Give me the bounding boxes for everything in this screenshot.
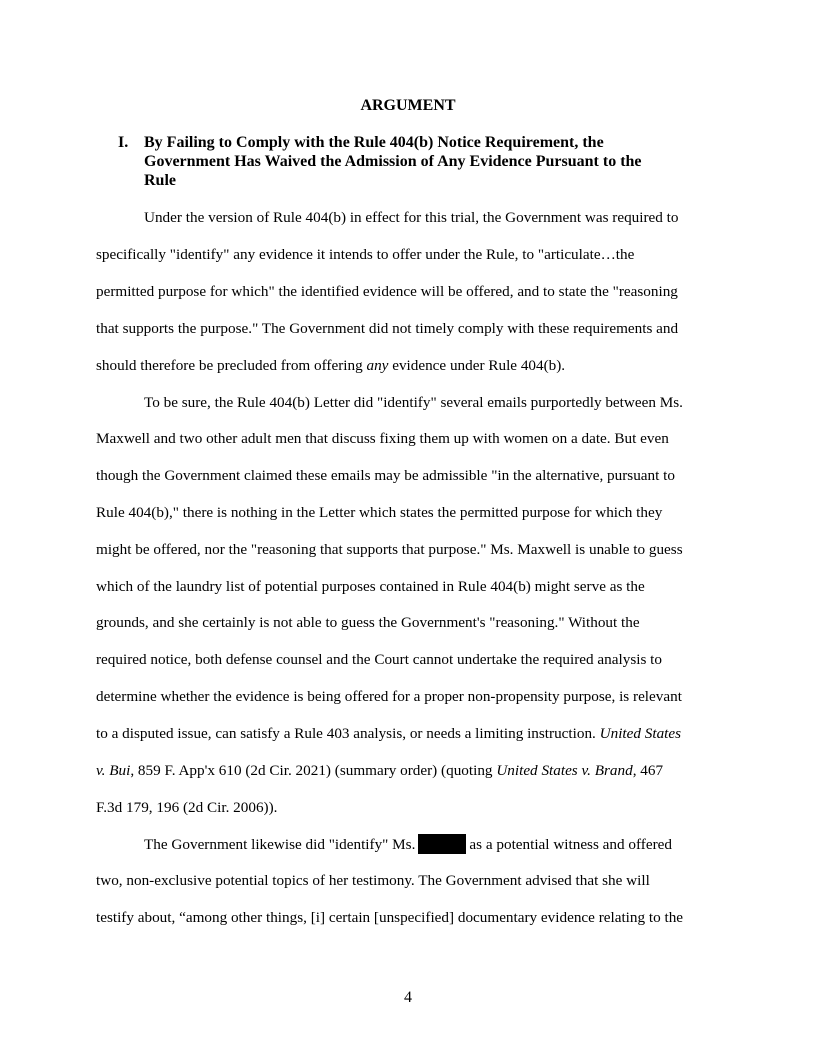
text-run: The Government likewise did "identify" Ms.: [144, 836, 416, 853]
body-line: specifically "identify" any evidence it intends to offer under the Rule, to "articulate…the: [96, 246, 635, 263]
section-title-line: Government Has Waived the Admission of Any Evidence Pursuant to the: [144, 153, 642, 170]
body-line: might be offered, nor the "reasoning that supports that purpose." Ms. Maxwell is unable to guess: [96, 541, 683, 558]
text-run: as a potential witness and offered: [469, 836, 672, 853]
body-line: that supports the purpose." The Government did not timely comply with these requirements and: [96, 320, 679, 337]
body-line: testify about, “among other things, [i] certain [unspecified] documentary evidence relating to the: [96, 909, 684, 926]
body-line: grounds, and she certainly is not able to guess the Government's "reasoning." Without the: [96, 614, 640, 631]
body-line: [144, 834, 672, 855]
case-citation: United States: [599, 725, 682, 742]
body-line: two, non-exclusive potential topics of her testimony. The Government advised that she will: [96, 872, 650, 889]
body-line: Maxwell and two other adult men that discuss fixing them up with women on a date. But even: [96, 430, 669, 447]
section-title: [144, 133, 724, 190]
text-run: should therefore be precluded from offering: [96, 357, 367, 374]
body-line: F.3d 179, 196 (2d Cir. 2006)).: [96, 799, 278, 816]
section-title-line: Rule: [144, 172, 176, 189]
redaction-box: [418, 834, 466, 854]
body-line: Rule 404(b)," there is nothing in the Letter which states the permitted purpose for which they: [96, 504, 663, 521]
emphasis-text: any: [366, 357, 389, 374]
text-run: , 467: [632, 762, 664, 779]
text-run: evidence under Rule 404(b).: [388, 357, 566, 374]
section-title-line: By Failing to Comply with the Rule 404(b) Notice Requirement, the: [144, 134, 604, 151]
body-line: [96, 356, 565, 376]
case-citation: v. Bui: [96, 762, 131, 779]
body-line: though the Government claimed these emails may be admissible "in the alternative, pursuant to: [96, 467, 675, 484]
case-citation: United States v. Brand: [496, 762, 633, 779]
body-line: [96, 761, 663, 781]
body-line: required notice, both defense counsel and the Court cannot undertake the required analysis to: [96, 651, 662, 668]
body-line: permitted purpose for which" the identified evidence will be offered, and to state the "reasoning: [96, 283, 678, 300]
body-line: Under the version of Rule 404(b) in effect for this trial, the Government was required to: [144, 209, 679, 226]
body-line: which of the laundry list of potential purposes contained in Rule 404(b) might serve as the: [96, 578, 645, 595]
section-number: I.: [118, 134, 129, 151]
body-line: [96, 724, 681, 744]
page-number: 4: [404, 989, 412, 1006]
body-line: To be sure, the Rule 404(b) Letter did "identify" several emails purportedly between Ms.: [144, 394, 683, 411]
body-line: determine whether the evidence is being offered for a proper non-propensity purpose, is relevant: [96, 688, 682, 705]
text-run: to a disputed issue, can satisfy a Rule 403 analysis, or needs a limiting instruction.: [96, 725, 600, 742]
section-heading: ARGUMENT: [360, 97, 456, 114]
text-run: , 859 F. App'x 610 (2d Cir. 2021) (summary order) (quoting: [130, 762, 497, 779]
